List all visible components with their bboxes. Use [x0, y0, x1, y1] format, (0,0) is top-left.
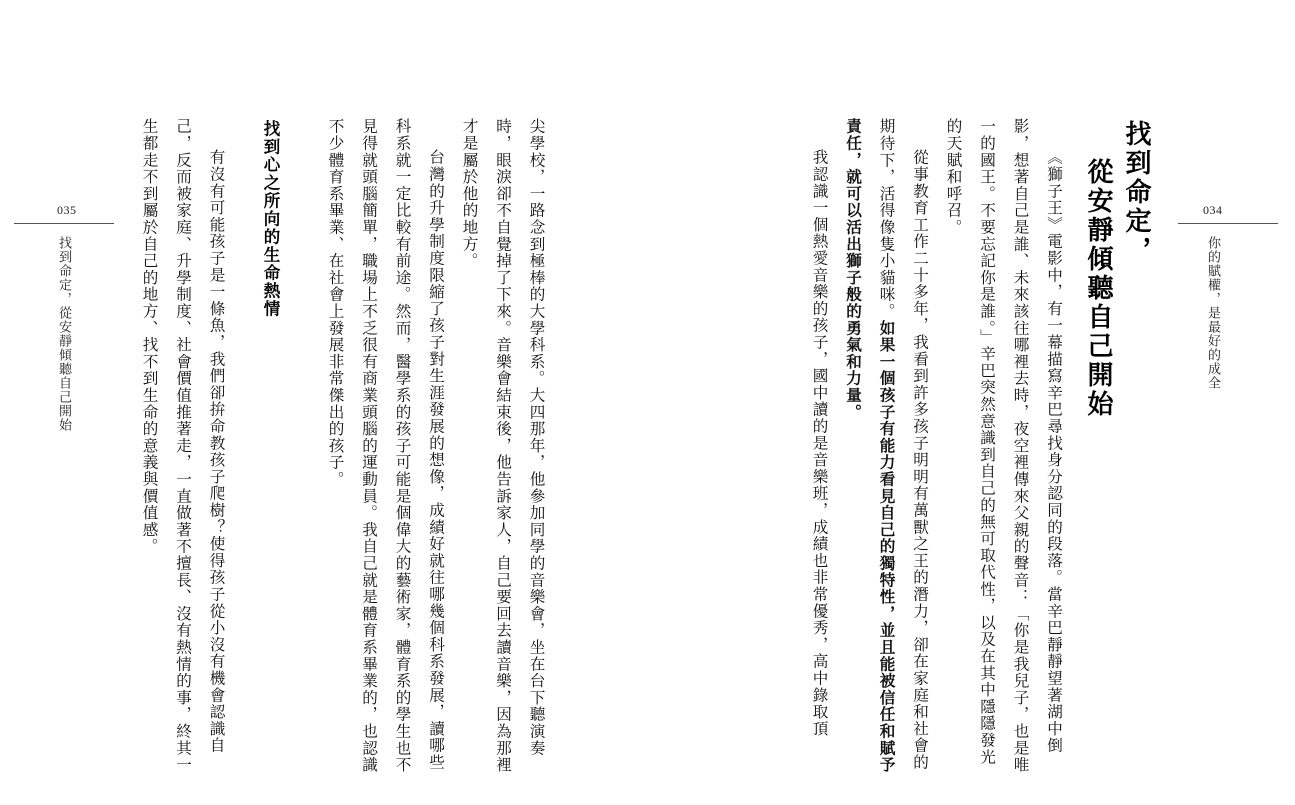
body-paragraph: 《獅子王》電影中，有一幕描寫辛巴尋找身分認同的段落。當辛巴靜靜望著湖中倒影，想著自己是誰、未來該往哪裡去時，夜空裡傳來父親的聲音：「你是我兒子，也是唯一的國王。不要忘記你是誰。」辛巴突然意識到自己的無可取代性，以及在其中隱隱發光的天賦和呼召。: [944, 118, 1063, 774]
page-number-left: 035: [57, 203, 77, 217]
body-paragraph: 我認識一個熱愛音樂的孩子，國中讀的是音樂班，成績也非常優秀，高中錄取頂: [810, 149, 829, 738]
body-paragraph: [836, 118, 937, 778]
body-paragraph: 有沒有可能孩子是一條魚，我們卻拚命教孩子爬樹？使得孩子從小沒有機會認識自己，反而被家庭、升學制度、社會價值推著走，一直做著不擅長、沒有熱情的事，終其一生都走不到屬於自己的地方、找不到生命的意義與價值感。: [140, 118, 226, 774]
body-text-right: [740, 118, 1070, 778]
chapter-title: [1079, 120, 1155, 440]
body-paragraph: 尖學校，一路念到極棒的大學科系。大四那年，他參加同學的音樂會，坐在台下聽演奏時，眼淚卻不自覺掉了下來。音樂會結束後，他告訴家人，自己要回去讀音樂，因為那裡才是屬於他的地方。: [460, 118, 546, 774]
body-text: 從事教育工作二十多年，我看到許多孩子明明有萬獸之王的潛力，卻在家庭和社會的期待下，活得像隻小貓咪。: [877, 118, 929, 771]
right-page: [648, 0, 1295, 805]
page-number-right: 034: [1203, 203, 1223, 217]
running-head-right: 你的賦權，是最好的成全: [1205, 236, 1220, 390]
body-column-a: [318, 118, 553, 778]
body-column-b: [132, 118, 233, 778]
bold-statement: 如果一個孩子有能力看見自己的獨特性，並且能被信任和賦予責任，就可以活出獅子般的勇氣和力量。: [844, 118, 896, 774]
running-head-left: 找到命定，從安靜傾聽自己開始: [56, 236, 71, 432]
chapter-title-line-2: 從安靜傾聽自己開始: [1083, 158, 1113, 419]
folio-rule-left: [14, 223, 114, 224]
body-paragraph: 台灣的升學制度限縮了孩子對生涯發展的想像，成績好就往哪幾個科系發展，讀哪些科系就一定比較有前途。然而，醫學系的孩子可能是個偉大的藝術家，體育系的學生也不見得就頭腦簡單，職場上不乏很有商業頭腦的運動員。我自己就是體育系畢業的，也認識不少體育系畢業、在社會上發展非常傑出的孩子。: [326, 118, 445, 774]
folio-rule-right: [1178, 223, 1278, 224]
section-subheading: 找到心之所向的生命熱情: [261, 120, 280, 318]
chapter-title-line-1: 找到命定，: [1121, 120, 1151, 265]
